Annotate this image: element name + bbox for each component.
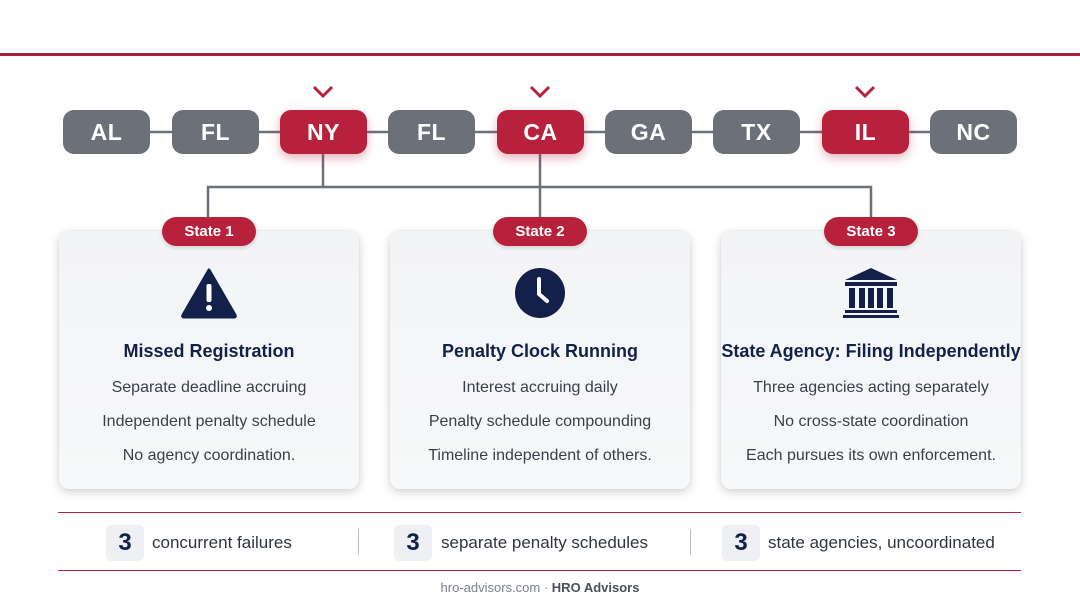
- card-title: State Agency: Filing Independently: [721, 341, 1021, 361]
- stat-divider: [690, 529, 691, 555]
- state-pill-ny: NY: [280, 110, 367, 154]
- state-badge: State 1: [162, 217, 256, 246]
- card-line: Timeline independent of others.: [428, 447, 652, 464]
- card-line: Interest accruing daily: [462, 379, 618, 396]
- state-pill-il: IL: [822, 110, 909, 154]
- state-badge: State 3: [824, 217, 918, 246]
- state-pill-al: AL: [63, 110, 150, 154]
- state-card: [721, 231, 1021, 489]
- stat-number: 3: [722, 525, 760, 561]
- state-pill-tx: TX: [713, 110, 800, 154]
- footer-site: hro-advisors.com: [440, 580, 541, 595]
- warning-triangle-icon: [180, 267, 238, 319]
- footer: [0, 580, 1080, 595]
- stat-label: separate penalty schedules: [441, 533, 648, 552]
- stat-number: 3: [394, 525, 432, 561]
- card-title: Penalty Clock Running: [441, 341, 639, 361]
- footer-separator: ·: [540, 580, 552, 595]
- footer-brand: HRO Advisors: [551, 580, 640, 595]
- stats-top-rule: [58, 512, 1021, 513]
- government-building-icon: [842, 267, 900, 319]
- stat-divider: [358, 529, 359, 555]
- state-pill-ga: GA: [605, 110, 692, 154]
- card-line: Each pursues its own enforcement.: [746, 447, 996, 464]
- clock-icon: [511, 267, 569, 319]
- state-pill-fl: FL: [172, 110, 259, 154]
- stat-label: state agencies, uncoordinated: [768, 533, 995, 552]
- chevron-down-icon: [311, 84, 335, 100]
- state-pill-fl: FL: [388, 110, 475, 154]
- state-card: [390, 231, 690, 489]
- card-line: No cross-state coordination: [773, 413, 969, 430]
- chevron-down-icon: [853, 84, 877, 100]
- card-line: Penalty schedule compounding: [428, 413, 652, 430]
- state-badge: State 2: [493, 217, 587, 246]
- card-line: Separate deadline accruing: [111, 379, 307, 396]
- card-title: Missed Registration: [123, 341, 295, 361]
- stats-bottom-rule: [58, 570, 1021, 571]
- card-line: No agency coordination.: [122, 447, 296, 464]
- state-pill-nc: NC: [930, 110, 1017, 154]
- state-card: [59, 231, 359, 489]
- card-line: Three agencies acting separately: [753, 379, 989, 396]
- card-line: Independent penalty schedule: [102, 413, 316, 430]
- chevron-down-icon: [528, 84, 552, 100]
- stat-number: 3: [106, 525, 144, 561]
- state-pill-ca: CA: [497, 110, 584, 154]
- stat-label: concurrent failures: [152, 533, 292, 552]
